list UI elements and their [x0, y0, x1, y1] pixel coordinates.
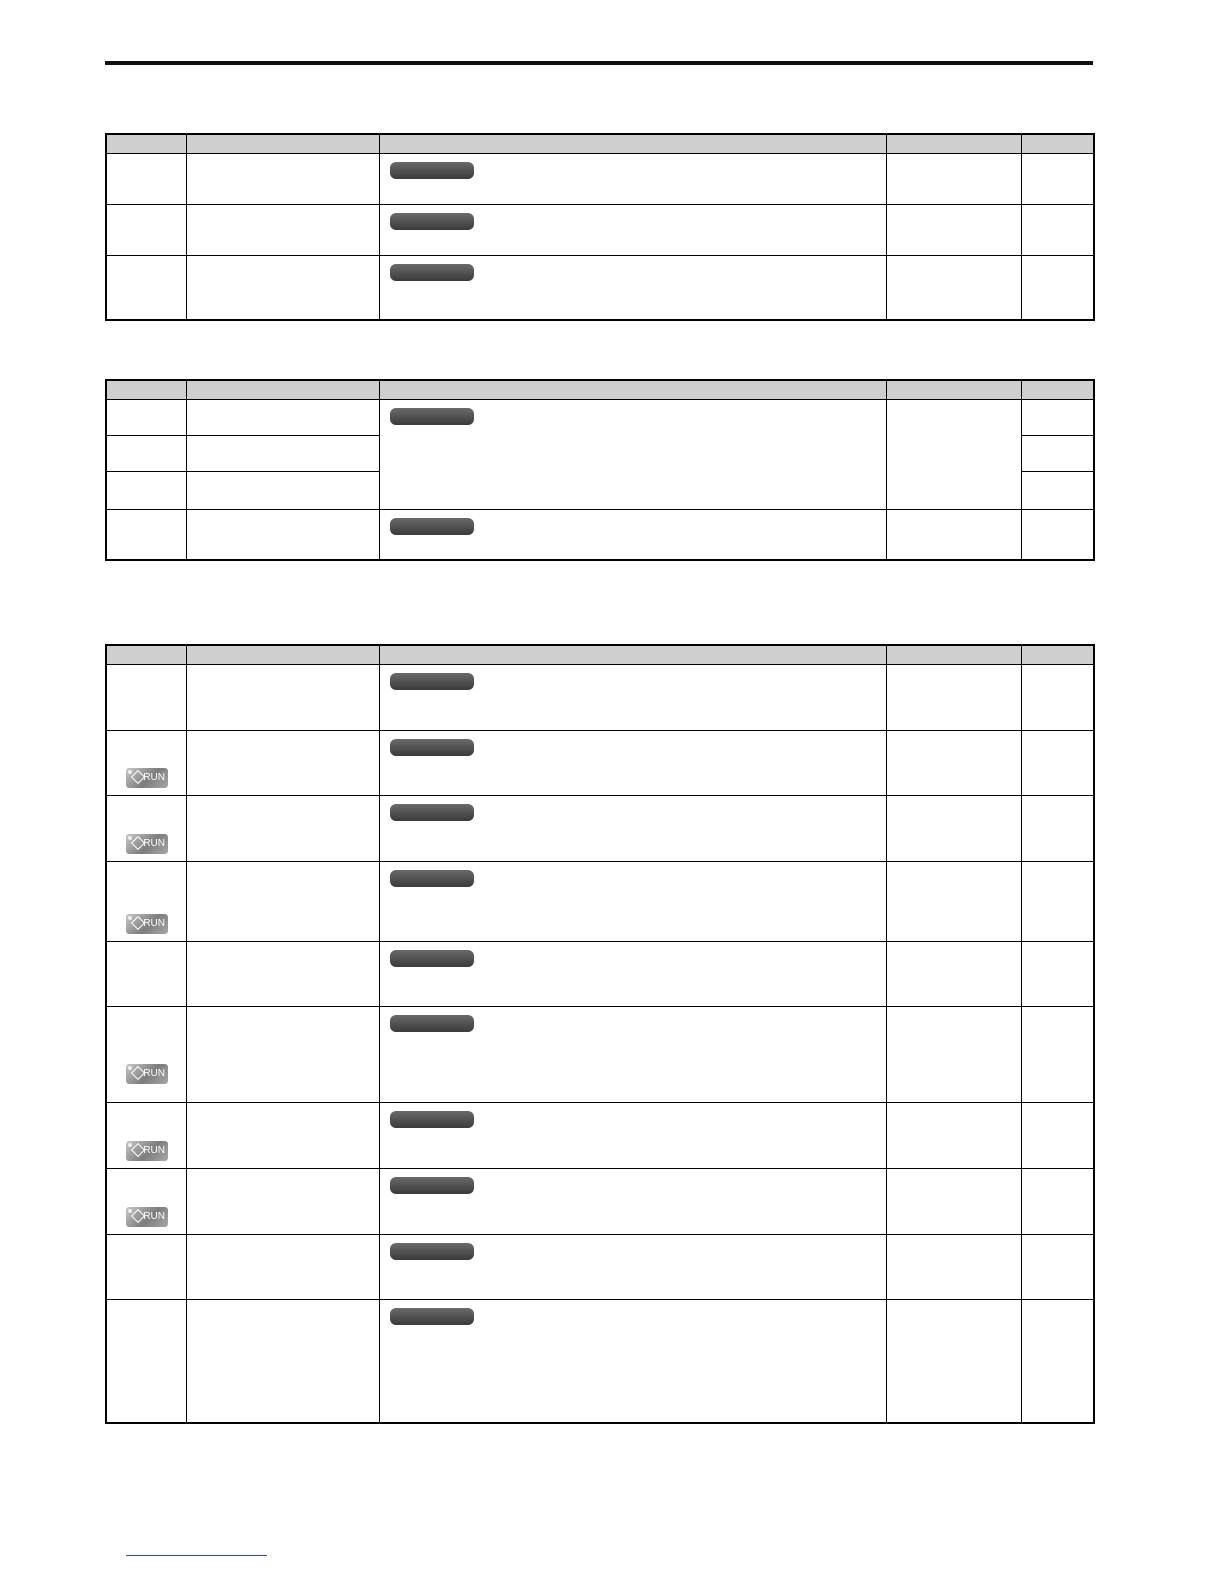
- header-cell-no: [106, 645, 186, 664]
- description-cell: [379, 1168, 886, 1234]
- param-no-cell: [106, 730, 186, 795]
- param-name-cell: [186, 204, 379, 255]
- control-mode-badge: [390, 804, 474, 821]
- param-no-cell: [106, 795, 186, 861]
- param-no-cell: [106, 1102, 186, 1168]
- control-mode-badge: [390, 213, 474, 230]
- run-badge-label: RUN: [143, 917, 165, 929]
- parameter-table-3: [105, 644, 1095, 1424]
- footer-link-underline[interactable]: [126, 1555, 267, 1556]
- run-badge: [126, 1207, 168, 1227]
- param-no-cell: [106, 471, 186, 509]
- param-no-cell: [106, 399, 186, 435]
- description-cell: [379, 941, 886, 1006]
- table-row: [106, 399, 1094, 435]
- control-mode-badge: [390, 1111, 474, 1128]
- setting-cell: [886, 1234, 1021, 1299]
- control-mode-badge: [390, 518, 474, 535]
- control-mode-badge: [390, 162, 474, 179]
- setting-cell: [886, 1006, 1021, 1102]
- param-no-cell: [106, 255, 186, 320]
- table-header-row: [106, 134, 1094, 153]
- page-cell: [1021, 1006, 1094, 1102]
- control-mode-badge: [390, 673, 474, 690]
- run-badge-label: RUN: [143, 1144, 165, 1156]
- param-name-cell: [186, 941, 379, 1006]
- table-row: [106, 1006, 1094, 1102]
- control-mode-badge: [390, 264, 474, 281]
- page-cell: [1021, 941, 1094, 1006]
- run-badge: [126, 768, 168, 788]
- page-cell: [1021, 204, 1094, 255]
- page-cell: [1021, 1234, 1094, 1299]
- control-mode-badge: [390, 1015, 474, 1032]
- param-no-cell: [106, 509, 186, 560]
- description-cell: [379, 509, 886, 560]
- header-cell-description: [379, 134, 886, 153]
- page-cell: [1021, 153, 1094, 204]
- page-cell: [1021, 1168, 1094, 1234]
- param-name-cell: [186, 1168, 379, 1234]
- header-cell-no: [106, 134, 186, 153]
- setting-cell: [886, 664, 1021, 730]
- param-name-cell: [186, 399, 379, 435]
- table-row: [106, 509, 1094, 560]
- description-cell: [379, 730, 886, 795]
- table-row: [106, 255, 1094, 320]
- param-name-cell: [186, 1006, 379, 1102]
- description-cell: [379, 399, 886, 509]
- param-name-cell: [186, 435, 379, 471]
- run-badge-label: RUN: [143, 1210, 165, 1222]
- page-cell: [1021, 509, 1094, 560]
- param-name-cell: [186, 255, 379, 320]
- setting-cell: [886, 1168, 1021, 1234]
- header-rule: [105, 61, 1093, 65]
- control-mode-badge: [390, 870, 474, 887]
- param-no-cell: [106, 435, 186, 471]
- param-no-cell: [106, 1299, 186, 1423]
- run-badge-label: RUN: [143, 771, 165, 783]
- setting-cell: [886, 509, 1021, 560]
- setting-cell: [886, 399, 1021, 509]
- page-cell: [1021, 255, 1094, 320]
- param-no-cell: [106, 1006, 186, 1102]
- table-row: [106, 153, 1094, 204]
- description-cell: [379, 664, 886, 730]
- table-row: [106, 941, 1094, 1006]
- description-cell: [379, 795, 886, 861]
- param-name-cell: [186, 730, 379, 795]
- header-cell-setting: [886, 380, 1021, 399]
- table-row: [106, 1299, 1094, 1423]
- setting-cell: [886, 730, 1021, 795]
- setting-cell: [886, 204, 1021, 255]
- table-row: [106, 730, 1094, 795]
- table-row: [106, 1234, 1094, 1299]
- param-no-cell: [106, 1234, 186, 1299]
- run-badge: [126, 834, 168, 854]
- setting-cell: [886, 153, 1021, 204]
- param-no-cell: [106, 664, 186, 730]
- table-row: [106, 664, 1094, 730]
- param-no-cell: [106, 153, 186, 204]
- control-mode-badge: [390, 950, 474, 967]
- table-header-row: [106, 380, 1094, 399]
- table-header-row: [106, 645, 1094, 664]
- table-row: [106, 861, 1094, 941]
- header-cell-setting: [886, 645, 1021, 664]
- setting-cell: [886, 941, 1021, 1006]
- param-name-cell: [186, 1102, 379, 1168]
- page-cell: [1021, 664, 1094, 730]
- param-name-cell: [186, 795, 379, 861]
- description-cell: [379, 255, 886, 320]
- table-row: [106, 204, 1094, 255]
- description-cell: [379, 1006, 886, 1102]
- header-cell-description: [379, 645, 886, 664]
- param-name-cell: [186, 1299, 379, 1423]
- header-cell-page: [1021, 645, 1094, 664]
- page-cell: [1021, 1102, 1094, 1168]
- param-name-cell: [186, 471, 379, 509]
- param-no-cell: [106, 1168, 186, 1234]
- description-cell: [379, 1234, 886, 1299]
- header-cell-no: [106, 380, 186, 399]
- control-mode-badge: [390, 1243, 474, 1260]
- control-mode-badge: [390, 739, 474, 756]
- page-cell: [1021, 795, 1094, 861]
- header-cell-page: [1021, 380, 1094, 399]
- page-cell: [1021, 399, 1094, 435]
- param-name-cell: [186, 509, 379, 560]
- param-no-cell: [106, 941, 186, 1006]
- control-mode-badge: [390, 1308, 474, 1325]
- control-mode-badge: [390, 1177, 474, 1194]
- description-cell: [379, 204, 886, 255]
- header-cell-setting: [886, 134, 1021, 153]
- param-name-cell: [186, 1234, 379, 1299]
- page-cell: [1021, 1299, 1094, 1423]
- header-cell-page: [1021, 134, 1094, 153]
- run-badge-label: RUN: [143, 837, 165, 849]
- setting-cell: [886, 795, 1021, 861]
- setting-cell: [886, 255, 1021, 320]
- parameter-table-2: [105, 379, 1095, 561]
- run-badge: [126, 1141, 168, 1161]
- description-cell: [379, 153, 886, 204]
- description-cell: [379, 1299, 886, 1423]
- param-name-cell: [186, 153, 379, 204]
- page-cell: [1021, 861, 1094, 941]
- description-cell: [379, 861, 886, 941]
- parameter-table-1: [105, 133, 1095, 321]
- page-cell: [1021, 435, 1094, 471]
- table-row: [106, 1168, 1094, 1234]
- header-cell-name: [186, 380, 379, 399]
- page-cell: [1021, 730, 1094, 795]
- header-cell-name: [186, 134, 379, 153]
- param-no-cell: [106, 861, 186, 941]
- header-cell-name: [186, 645, 379, 664]
- header-cell-description: [379, 380, 886, 399]
- table-row: [106, 1102, 1094, 1168]
- description-cell: [379, 1102, 886, 1168]
- control-mode-badge: [390, 408, 474, 425]
- param-name-cell: [186, 861, 379, 941]
- param-name-cell: [186, 664, 379, 730]
- setting-cell: [886, 1299, 1021, 1423]
- table-row: [106, 795, 1094, 861]
- page-cell: [1021, 471, 1094, 509]
- param-no-cell: [106, 204, 186, 255]
- setting-cell: [886, 861, 1021, 941]
- run-badge: [126, 1064, 168, 1084]
- setting-cell: [886, 1102, 1021, 1168]
- run-badge: [126, 914, 168, 934]
- run-badge-label: RUN: [143, 1067, 165, 1079]
